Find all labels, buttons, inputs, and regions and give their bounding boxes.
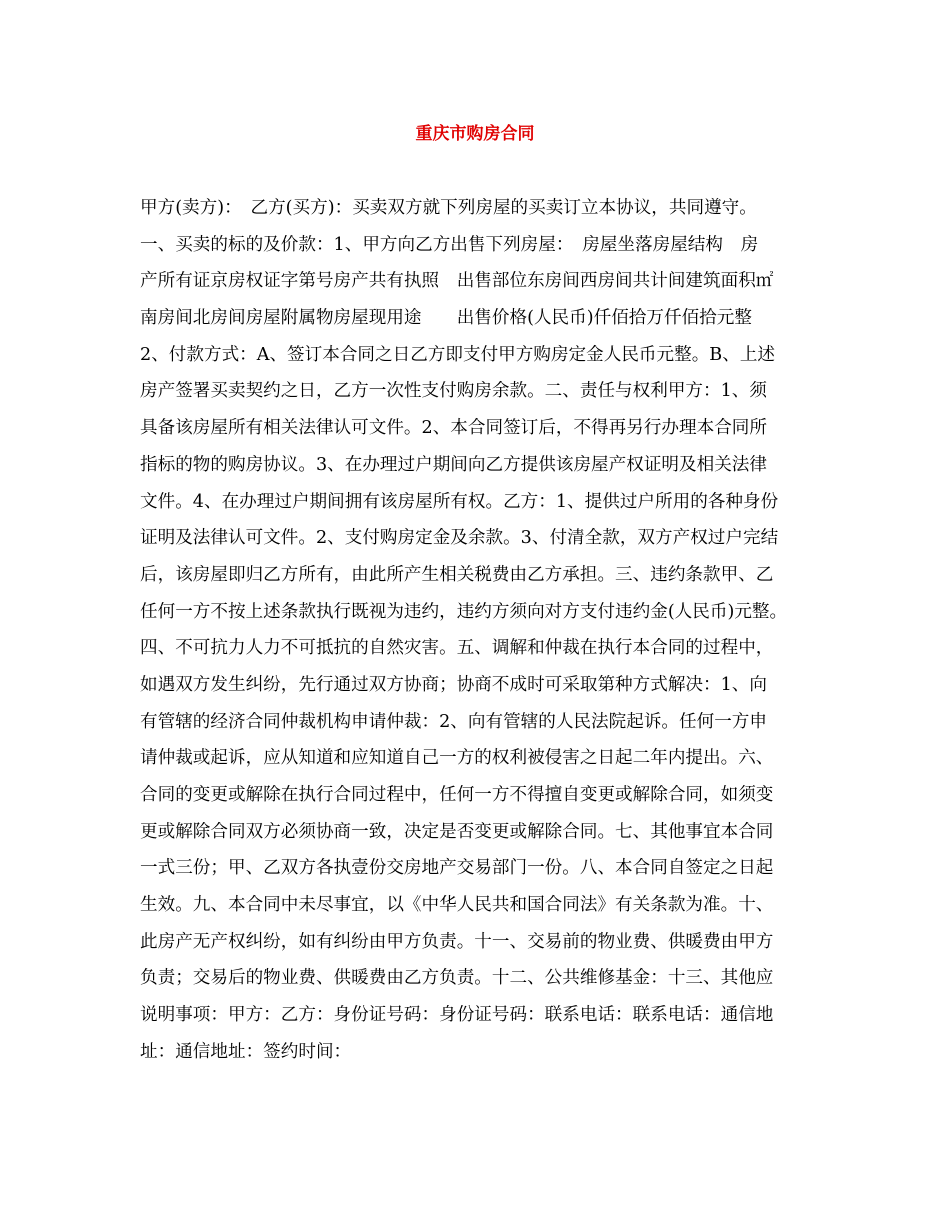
document-title: 重庆市购房合同 — [415, 124, 535, 144]
body-line: 具备该房屋所有相关法律认可文件。2、本合同签订后，不得再另行办理本合同所 — [140, 418, 767, 439]
body-line: 有管辖的经济合同仲裁机构申请仲裁：2、向有管辖的人民法院起诉。任何一方申 — [140, 711, 767, 732]
body-line: 负责；交易后的物业费、供暖费由乙方负责。十二、公共维修基金：十三、其他应 — [140, 968, 774, 989]
body-line: 一、买卖的标的及价款：1、甲方向乙方出售下列房屋： 房屋坐落房屋结构 房 — [140, 234, 759, 255]
body-line: 此房产无产权纠纷，如有纠纷由甲方负责。十一、交易前的物业费、供暖费由甲方 — [140, 931, 774, 952]
body-line: 合同的变更或解除在执行合同过程中，任何一方不得擅自变更或解除合同，如须变 — [140, 785, 774, 805]
body-line: 指标的物的购房协议。3、在办理过户期间向乙方提供该房屋产权证明及相关法律 — [140, 454, 767, 475]
body-line: 生效。九、本合同中未尽事宜，以《中华人民共和国合同法》有关条款为准。十、 — [140, 895, 774, 916]
body-line: 房产签署买卖契约之日，乙方一次性支付购房余款。二、责任与权利甲方：1、须 — [140, 381, 767, 402]
body-line: 说明事项：甲方：乙方：身份证号码：身份证号码：联系电话：联系电话：通信地 — [140, 1005, 774, 1026]
body-line: 更或解除合同双方必须协商一致，决定是否变更或解除合同。七、其他事宜本合同 — [140, 821, 774, 842]
body-line: 2、付款方式：A、签订本合同之日乙方即支付甲方购房定金人民币元整。B、上述 — [140, 344, 776, 365]
body-line: 证明及法律认可文件。2、支付购房定金及余款。3、付清全款，双方产权过户完结 — [140, 528, 779, 549]
body-line: 如遇双方发生纠纷，先行通过双方协商；协商不成时可采取第种方式解决：1、向 — [140, 674, 767, 695]
body-line: 任何一方不按上述条款执行既视为违约，违约方须向对方支付违约金(人民币)元整。 — [140, 601, 788, 622]
body-line: 请仲裁或起诉，应从知道和应知道自己一方的权利被侵害之日起二年内提出。六、 — [140, 748, 774, 769]
body-line: 甲方(卖方)： 乙方(买方)：买卖双方就下列房屋的买卖订立本协议，共同遵守。 — [140, 198, 757, 218]
body-line: 文件。4、在办理过户期间拥有该房屋所有权。乙方：1、提供过户所用的各种身份 — [140, 491, 779, 512]
body-line: 一式三份；甲、乙双方各执壹份交房地产交易部门一份。八、本合同自签定之日起 — [140, 858, 774, 879]
body-line: 后，该房屋即归乙方所有，由此所产生相关税费由乙方承担。三、违约条款甲、乙 — [140, 564, 774, 585]
body-line: 产所有证京房权证字第号房产共有执照 出售部位东房间西房间共计间建筑面积㎡ — [140, 271, 774, 292]
body-line: 四、不可抗力人力不可抵抗的自然灾害。五、调解和仲裁在执行本合同的过程中， — [140, 638, 774, 659]
body-line: 南房间北房间房屋附属物房屋现用途 出售价格(人民币)仟佰拾万仟佰拾元整 — [140, 308, 752, 329]
contract-body — [140, 190, 816, 1071]
body-line: 址：通信地址：签约时间： — [140, 1041, 352, 1062]
